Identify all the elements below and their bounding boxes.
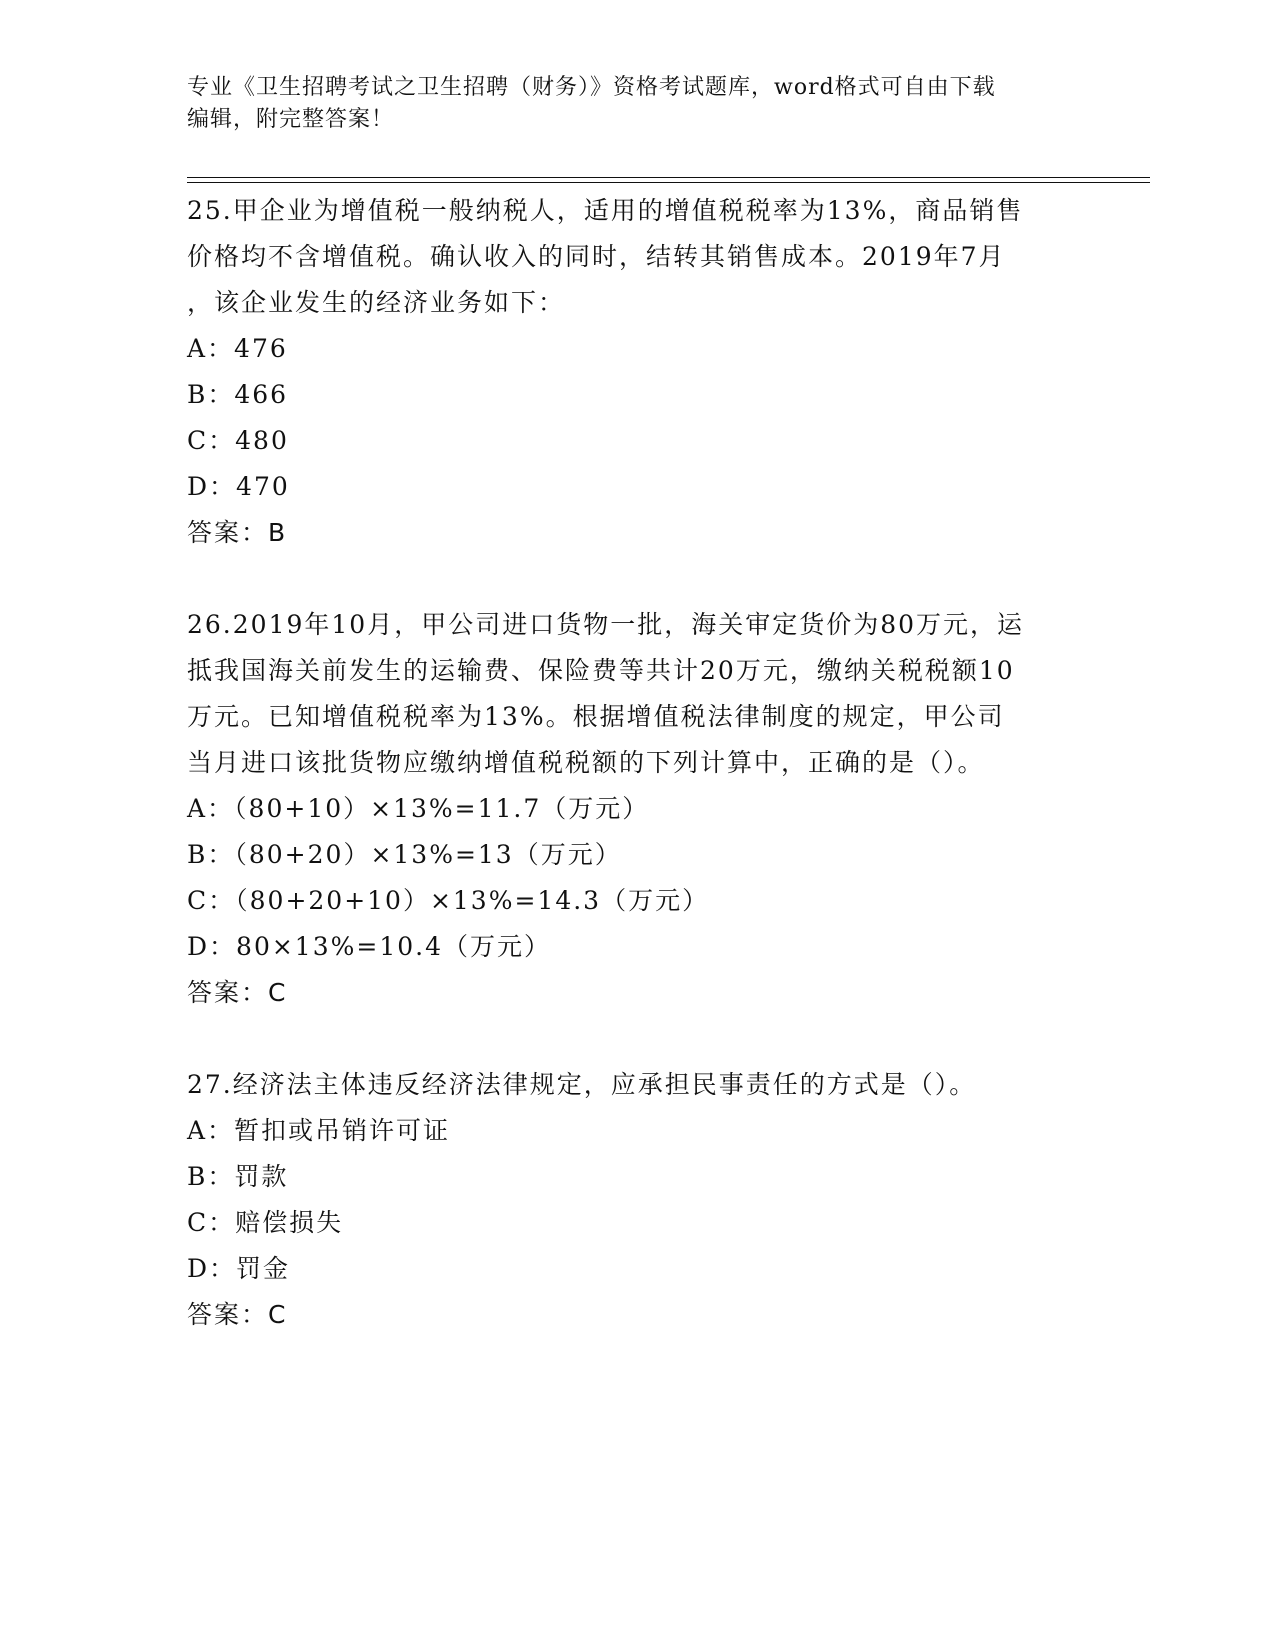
question-text-line: 26.2019年10月，甲公司进口货物一批，海关审定货价为80万元，运	[187, 610, 1025, 639]
header-rule-top	[187, 177, 1150, 178]
question-text-line: 25.甲企业为增值税一般纳税人，适用的增值税税率为13%，商品销售	[187, 196, 1024, 225]
answer-label: 答案：B	[187, 518, 288, 547]
option-d: D：罚金	[187, 1254, 291, 1283]
option-d: D：470	[187, 472, 290, 501]
option-d: D：80×13%=10.4（万元）	[187, 932, 551, 961]
answer-label: 答案：C	[187, 1300, 288, 1329]
document-header	[187, 72, 1067, 136]
question-text-line: 价格均不含增值税。确认收入的同时，结转其销售成本。2019年7月	[187, 242, 1006, 271]
header-line-2: 编辑，附完整答案！	[187, 107, 395, 132]
option-a: A：476	[187, 334, 288, 363]
option-c: C：480	[187, 426, 289, 455]
question-text-line: 27.经济法主体违反经济法律规定，应承担民事责任的方式是（）。	[187, 1070, 977, 1099]
question-text-line: 抵我国海关前发生的运输费、保险费等共计20万元，缴纳关税税额10	[187, 656, 1015, 685]
question-spacer	[187, 556, 1087, 602]
question-text-line: 万元。已知增值税税率为13%。根据增值税法律制度的规定，甲公司	[187, 702, 1005, 731]
answer-label: 答案：C	[187, 978, 288, 1007]
option-a: A：（80+10）×13%=11.7（万元）	[187, 794, 650, 823]
question-text-line: ，该企业发生的经济业务如下：	[187, 288, 566, 317]
option-b: B：罚款	[187, 1162, 289, 1191]
question-spacer	[187, 1016, 1087, 1062]
option-b: B：466	[187, 380, 289, 409]
option-a: A：暂扣或吊销许可证	[187, 1116, 451, 1145]
header-rule-bottom	[187, 182, 1150, 183]
question-list	[187, 188, 1087, 1338]
option-c: C：赔偿损失	[187, 1208, 344, 1237]
question-27	[187, 1062, 1087, 1338]
question-text-line: 当月进口该批货物应缴纳增值税税额的下列计算中，正确的是（）。	[187, 748, 985, 777]
question-26	[187, 602, 1087, 1016]
option-c: C：（80+20+10）×13%=14.3（万元）	[187, 886, 710, 915]
header-line-1: 专业《卫生招聘考试之卫生招聘（财务）》资格考试题库，word格式可自由下载	[187, 75, 996, 100]
question-25	[187, 188, 1087, 556]
option-b: B：（80+20）×13%=13（万元）	[187, 840, 622, 869]
